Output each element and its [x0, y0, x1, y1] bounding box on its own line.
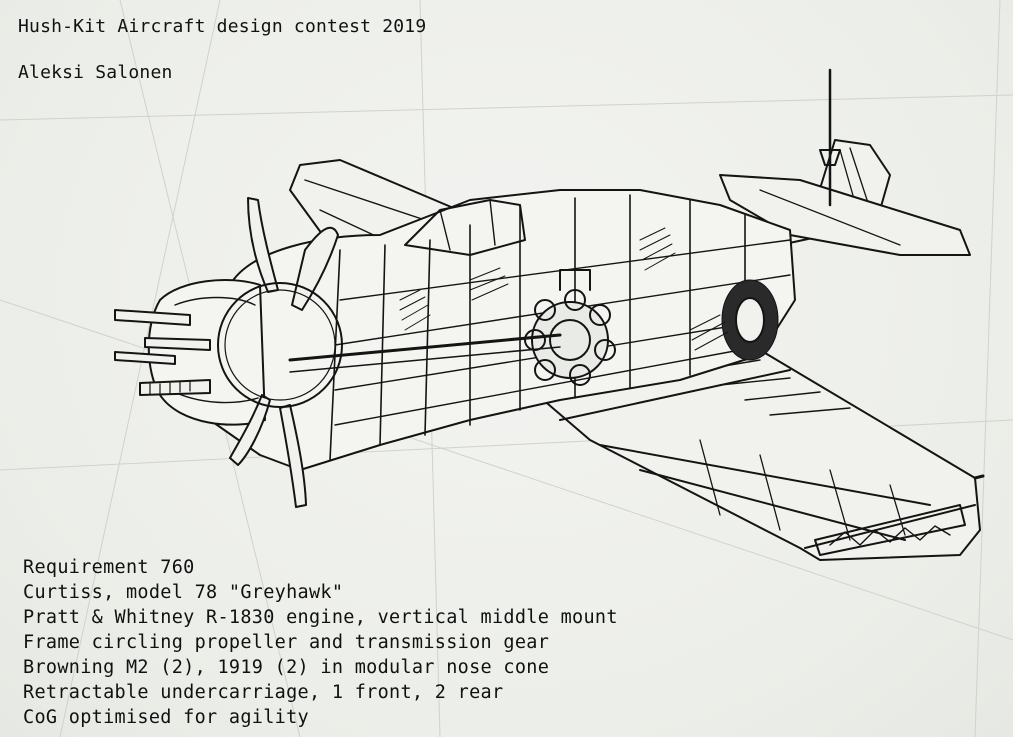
spec-line: CoG optimised for agility [23, 707, 309, 728]
spec-line: Curtiss, model 78 "Greyhawk" [23, 582, 344, 603]
author-name: Aleksi Salonen [18, 62, 173, 83]
spec-line: Frame circling propeller and transmission gear [23, 632, 550, 653]
spec-list [23, 555, 618, 730]
contest-title: Hush-Kit Aircraft design contest 2019 [18, 16, 427, 37]
spec-line: Pratt & Whitney R-1830 engine, vertical middle mount [23, 607, 618, 628]
spec-line: Requirement 760 [23, 557, 195, 578]
spec-line: Browning M2 (2), 1919 (2) in modular nose cone [23, 657, 550, 678]
nose-cone [115, 280, 265, 425]
spec-line: Retractable undercarriage, 1 front, 2 rear [23, 682, 504, 703]
